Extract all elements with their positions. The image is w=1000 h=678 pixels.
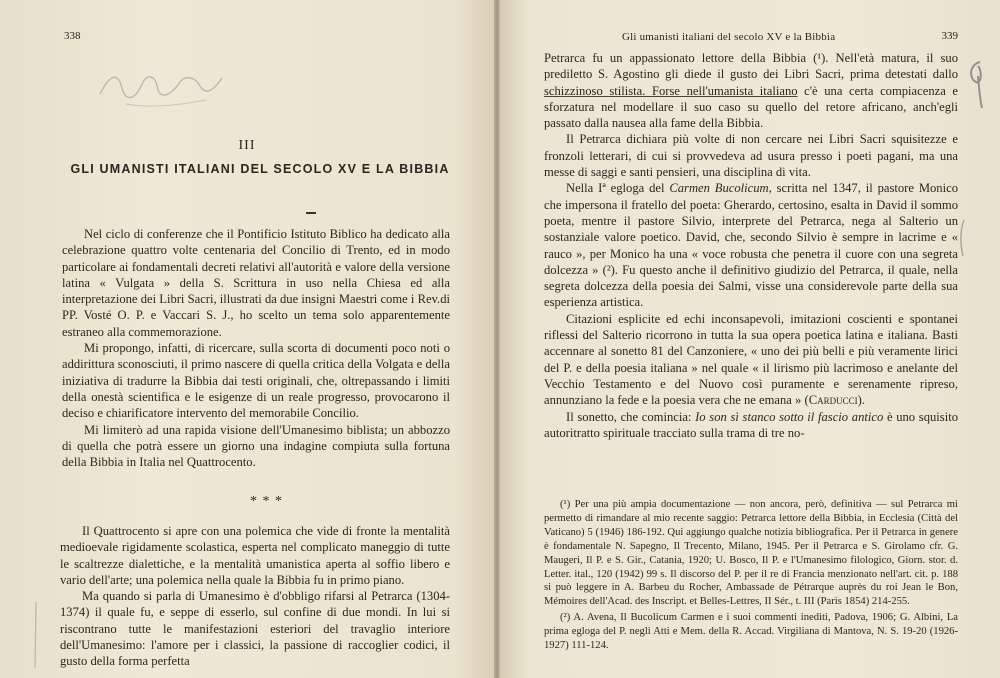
intro-text-block: [62, 226, 450, 470]
pencil-scribble-mark: [96, 64, 226, 112]
main-text-block: [544, 50, 958, 441]
footnote: (¹) Per una più ampia documentazione — non ancora, però, definitiva — sul Petrarca mi permetto di rimandare al mio recente saggio: Petrarca lettore della Bibbia, in Ecclesia (Città del Vaticano) 5 (1946) 186-192. Qui aggiungo qualche notizia bibliografica. Per il Petrarca in genere è fondamentale N. Sapegno, Il Trecento, Milano, 1945. Per il Petrarca e S. Girolamo cfr. G. Maugeri, Il P. e S. Gir., Catania, 1920; U. Bosco, Il P. e l'Umanesimo filologico, Giorn. stor. d. Letter. ital., 120 (1942) 99 s. Il discorso del P. per il re di Francia menzionato nell'art. cit. p. 188 si può leggere in A. Barbeu du Rocher, Ambassade de Pétrarque auprès du roi Jean le Bon, Mémoires dell'Acad. des Inscript. et Belles-Lettres, II Sér., t. III (Paris 1854) 214-255.: [544, 499, 958, 608]
paragraph: Nella Iª egloga del Carmen Bucolicum, scritta nel 1347, il pastore Monico che impersona il fratello del poeta: Gherardo, certosino, esalta in David il sommo poeta, mentre il pastore Silvio, interprete del Petrarca, nega al Salterio un sostanziale valore poetico. David, che, secondo Silvio è sempre in lacrime e « rauco », per Monico ha una « voce robusta che penetra il cuore con una segreta dolcezza » (²). Fu questo anche il definitivo giudizio del Petrarca, il quale, nella segreta dolcezza della poesia dei Salmi, visse una considerevole parte della sua esperienza artistica.: [544, 181, 958, 310]
paragraph: Il Quattrocento si apre con una polemica che vide di fronte la mentalità medioevale rigidamente scolastica, esperta nel complicato maneggio di tutte le scaltrezze dialettiche, e la mentalità umanistica aperta al soffio libero e vario dell'arte; una polemica nella quale la Bibbia fu in primo piano.: [60, 524, 450, 587]
running-head: Gli umanisti italiani del secolo XV e la Bibbia: [622, 31, 836, 43]
left-page-number: 338: [64, 30, 81, 42]
paragraph: Ma quando si parla di Umanesimo è d'obbligo rifarsi al Petrarca (1304-1374) il quale fu, e seppe di esserlo, sul confine di due mondi. In lui si riscontrano tutte le manifestazioni esteriori del travaglio interiore dell'Umanesimo: l'amore per i classici, la passione di raccoglier codici, il gusto della forma perfetta: [60, 589, 450, 669]
paragraph: Nel ciclo di conferenze che il Pontificio Istituto Biblico ha dedicato alla celebrazione quattro volte centenaria del Concilio di Trento, ed in modo particolare ai fondamentali decreti relativi all'autorità e valore della versione latina « Vulgata » della S. Scrittura in uso nella Chiesa ed alla interpretazione dei Libri Sacri, illustrati da due insigni Maestri come i Rev.di PP. Vosté O. P. e Vaccari S. J., ho scelto un tema solo apparentemente estraneo alla commemorazione.: [62, 227, 450, 339]
paragraph: Il Petrarca dichiara più volte di non cercare nei Libri Sacri squisitezze e fronzoli letterari, di cui si provvedeva ad usura presso i poeti pagani, ma una messe di saggi e santi pensieri, una disciplina di vita.: [544, 132, 958, 180]
section-text-block: [60, 523, 450, 670]
paragraph: Citazioni esplicite ed echi inconsapevoli, imitazioni coscienti e spontanei riflessi del Salterio ricorrono in tutta la sua opera poetica latina e italiana. Basti accennare al sonetto 81 del Canzoniere, « uno dei più belli e più veramente lirici del P. e della poesia italiana » nel quale « il lirismo più lacrimoso e anelante del Vecchio Testamento e del Nuovo così puramente e serenamente ripreso, annunziano la fede e la poesia vera che ne emana » (Carducci).: [544, 311, 958, 408]
paragraph: Mi limiterò ad una rapida visione dell'Umanesimo biblista; un abbozzo di quella che potrà essere un giorno una indagine compiuta sulla fortuna della Bibbia in Italia nel Quattrocento.: [62, 422, 450, 470]
margin-pencil-mark: [962, 56, 992, 112]
chapter-number: III: [238, 138, 256, 153]
right-page-number: 339: [941, 30, 958, 42]
title-ornament-dash: [306, 212, 316, 214]
footnotes: [544, 498, 958, 655]
margin-pencil-line: [30, 600, 42, 670]
paragraph: Il sonetto, che comincia: Io son sì stanco sotto il fascio antico è uno squisito autoritratto spirituale tracciato sulla trama di tre no-: [544, 409, 958, 440]
chapter-title: GLI UMANISTI ITALIANI DEL SECOLO XV E LA BIBBIA: [70, 162, 450, 176]
section-asterism: * * *: [250, 494, 283, 509]
paragraph: Petrarca fu un appassionato lettore della Bibbia (¹). Nell'età matura, il suo prediletto S. Agostino gli diede il gusto dei Libri Sacri, prima detestati dallo schizzinoso stilista. Forse nell'umanista italiano c'è una certa compiacenza e sforzatura nel modellare il suo caso su quello del retore africano, anch'egli passato dalla nausea alla fame della Bibbia.: [544, 51, 958, 131]
left-page: [0, 0, 494, 678]
right-page: [500, 0, 1000, 678]
margin-pencil-bracket: [956, 218, 970, 258]
footnote: (²) A. Avena, Il Bucolicum Carmen e i suoi commenti inediti, Padova, 1906; G. Albini, La prima egloga del P. negli Atti e Mem. della R. Accad. Virgiliana di Mantova, N. S. 19-20 (1926-1927) 111-124.: [544, 612, 958, 652]
paragraph: Mi propongo, infatti, di ricercare, sulla scorta di documenti poco noti o addirittura sconosciuti, il primo nascere di quella critica della Volgata e della iniziativa di tradurre la Bibbia dai testi originali, che, oltrepassando i limiti della onestà scientifica e le esigenze di un reale progresso, provocarono il deciso e chiarificatore intervento del memorabile Concilio.: [62, 341, 450, 421]
